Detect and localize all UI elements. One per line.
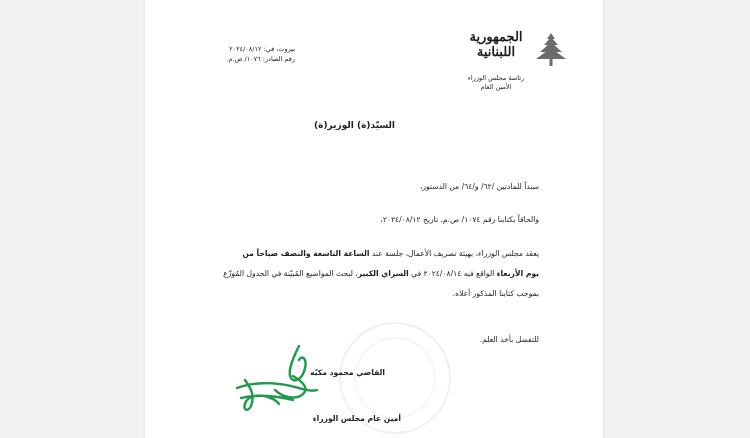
body-line-3: يعقد مجلس الوزراء، بهيئة تصريف الأعمال، جلسة عند الساعة التاسعة والنصف صباحاً من [242, 249, 539, 258]
letter-page [145, 0, 603, 438]
body-line-2: والحاقاً بكتابنا رقم ١٠٧٤/ ص.م. تاريخ ٢٠٢٤/٠٨/١٢، [380, 215, 539, 224]
republic-title: الجمهورية اللبنانية [469, 30, 523, 60]
body-line-5: بموجب كتابنا المذكور أعلاه. [452, 289, 539, 298]
body-line-4: يوم الأربعاء الواقع فيه ٢٠٢٤/٠٨/١٤ في السراي الكبير، لبحث المواضيع المُبيّنة في الجدول المُوزّع [223, 269, 539, 278]
number-line: رقم الصادر: ١٠٧٦/ ص.م. [226, 55, 295, 63]
body-line-1: سنداً للمادتين /٦٢/ و/٦٤/ من الدستور، [419, 182, 539, 191]
date-line: بيروت، في: ٢٠٢٤/٠٨/١٢ [229, 45, 295, 53]
signatory-name: القاضي محمود مكيّه [310, 368, 385, 377]
cedar-emblem-icon [531, 30, 571, 70]
office-subtitle: رئاسة مجلس الوزراء الأمين العام [467, 74, 525, 91]
date-and-number-block [226, 44, 295, 64]
closing-line: للتفضل بأخذ العلم. [479, 335, 539, 344]
signatory-title: أمين عام مجلس الوزراء [312, 414, 401, 423]
addressee: السيّد(ة) الوزير(ة) [314, 121, 395, 131]
